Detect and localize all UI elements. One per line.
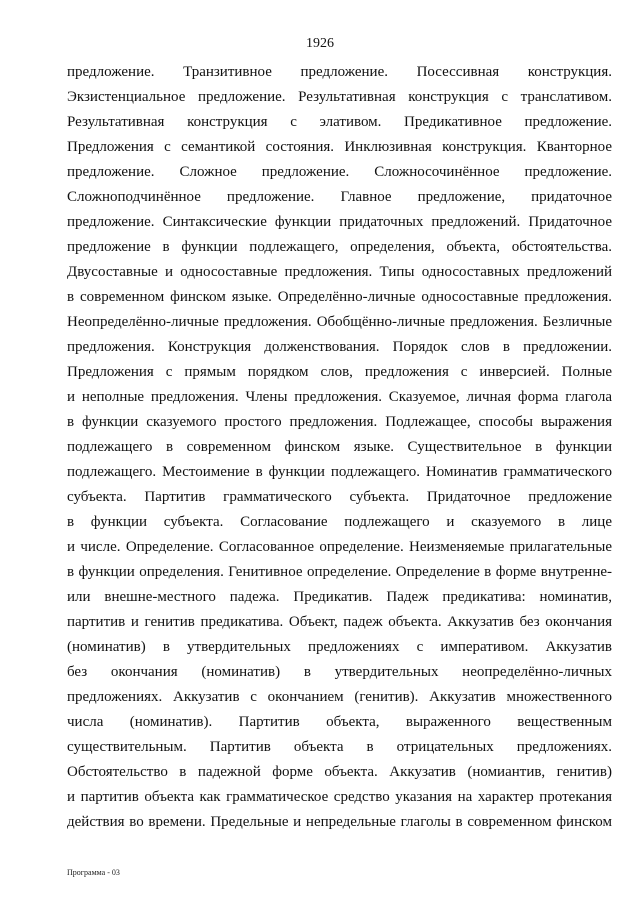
text-line: предложение. Сложное предложение. Сложносочинённое предложение.	[67, 164, 612, 180]
text-line: и партитив объекта как грамматическое средство указания на характер протекания	[67, 789, 612, 805]
text-line: действия во времени. Предельные и непредельные глаголы в современном финском	[67, 814, 612, 830]
text-line: и неполные предложения. Члены предложения. Сказуемое, личная форма глагола	[67, 389, 612, 405]
text-line: предложение. Синтаксические функции придаточных предложений. Придаточное	[67, 214, 612, 230]
text-line: Двусоставные и односоставные предложения. Типы односоставных предложений	[67, 264, 612, 280]
text-line: субъекта. Партитив грамматического субъекта. Придаточное предложение	[67, 489, 612, 505]
text-line: предложение. Транзитивное предложение. Посессивная конструкция.	[67, 64, 612, 80]
text-line: партитив и генитив предикатива. Объект, падеж объекта. Аккузатив без окончания	[67, 614, 612, 630]
text-line: Результативная конструкция с элативом. Предикативное предложение.	[67, 114, 612, 130]
text-line: подлежащего. Местоимение в функции подлежащего. Номинатив грамматического	[67, 464, 612, 480]
text-line: Предложения с семантикой состояния. Инклюзивная конструкция. Кванторное	[67, 139, 612, 155]
text-line: в современном финском языке. Определённо-личные односоставные предложения.	[67, 289, 612, 305]
text-line: существительным. Партитив объекта в отрицательных предложениях.	[67, 739, 612, 755]
text-line: предложения. Конструкция долженствования. Порядок слов в предложении.	[67, 339, 612, 355]
text-line: предложениях. Аккузатив с окончанием (генитив). Аккузатив множественного	[67, 689, 612, 705]
text-line: Сложноподчинённое предложение. Главное предложение, придаточное	[67, 189, 612, 205]
text-line: без окончания (номинатив) в утвердительных неопределённо-личных	[67, 664, 612, 680]
text-line: Предложения с прямым порядком слов, предложения с инверсией. Полные	[67, 364, 612, 380]
body-text	[67, 60, 612, 835]
text-line: (номинатив) в утвердительных предложениях с императивом. Аккузатив	[67, 639, 612, 655]
text-line: числа (номинатив). Партитив объекта, выраженного вещественным	[67, 714, 612, 730]
text-line: в функции определения. Генитивное определение. Определение в форме внутренне-	[67, 564, 612, 580]
text-line: Неопределённо-личные предложения. Обобщённо-личные предложения. Безличные	[67, 314, 612, 330]
text-line: в функции сказуемого простого предложения. Подлежащее, способы выражения	[67, 414, 612, 430]
footer-label: Программа - 03	[67, 868, 120, 877]
text-line: или внешне-местного падежа. Предикатив. Падеж предикатива: номинатив,	[67, 589, 612, 605]
text-line: в функции субъекта. Согласование подлежащего и сказуемого в лице	[67, 514, 612, 530]
text-line: подлежащего в современном финском языке. Существительное в функции	[67, 439, 612, 455]
page-number: 1926	[306, 36, 334, 51]
text-line: Экзистенциальное предложение. Результативная конструкция с транслативом.	[67, 89, 612, 105]
text-line: и числе. Определение. Согласованное определение. Неизменяемые прилагательные	[67, 539, 612, 555]
text-line: предложение в функции подлежащего, определения, объекта, обстоятельства.	[67, 239, 612, 255]
text-line: Обстоятельство в падежной форме объекта. Аккузатив (номиантив, генитив)	[67, 764, 612, 780]
